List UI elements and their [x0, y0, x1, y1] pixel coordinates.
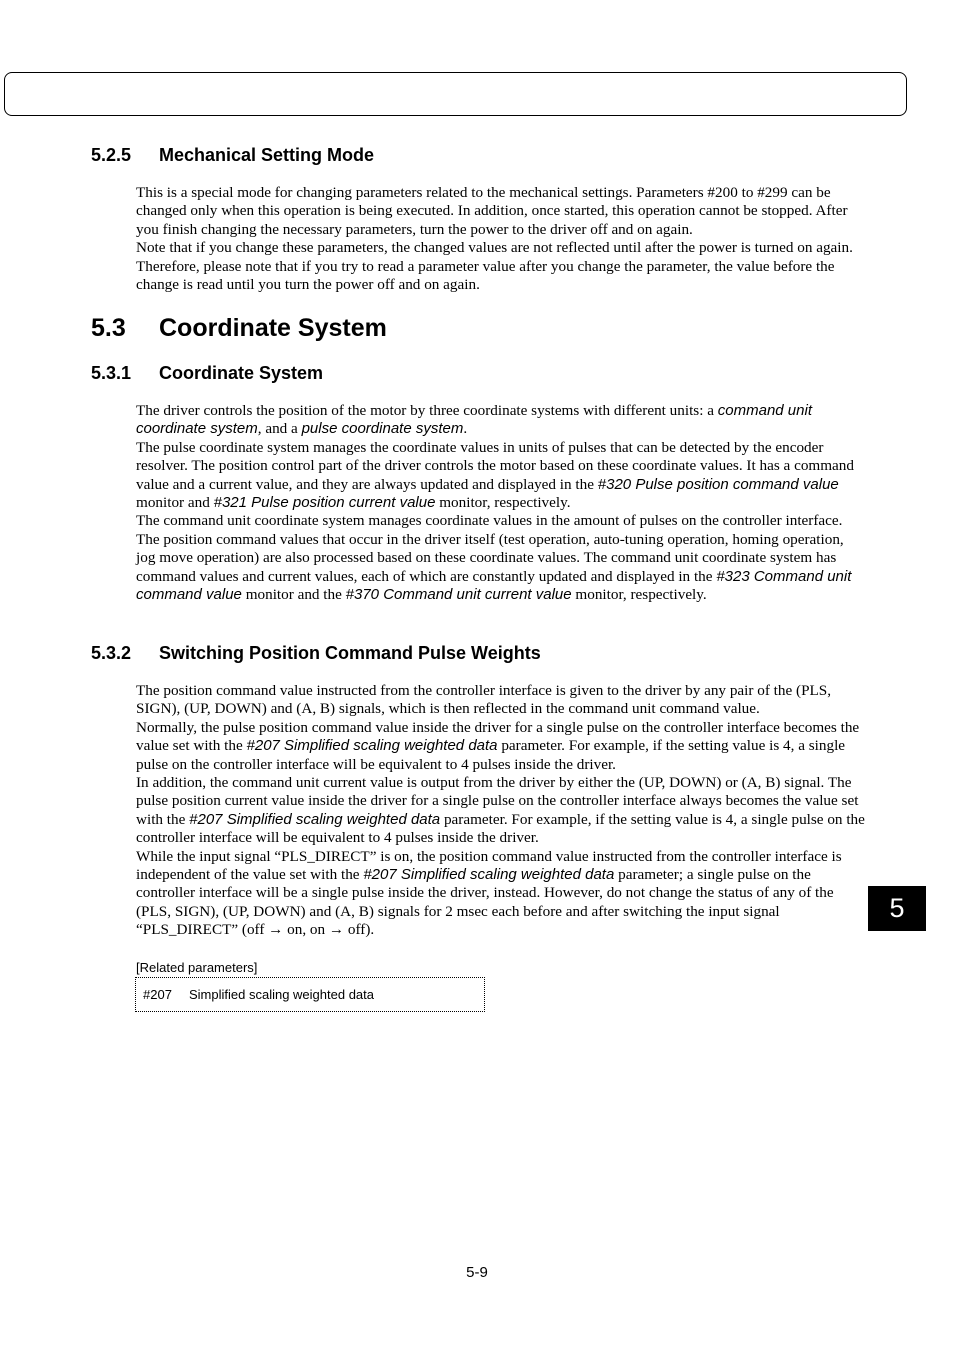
text-run: monitor, respectively. — [435, 494, 571, 512]
param-ref: #207 Simplified scaling weighted data — [363, 866, 615, 884]
param-ref: #320 Pulse position command value — [597, 475, 839, 493]
param-ref: #323 Command unit command value — [136, 567, 852, 604]
section-number: 5.3.1 — [91, 363, 132, 383]
text-run: , and a — [257, 420, 302, 438]
section-title: Switching Position Command Pulse Weights — [159, 643, 541, 663]
section-number: 5.3 — [91, 314, 126, 342]
section-title: Coordinate System — [159, 314, 387, 342]
chapter-tab: 5 — [868, 886, 926, 931]
section-title: Coordinate System — [159, 363, 324, 383]
paragraph: This is a special mode for changing parameters related to the mechanical settings. Parameters #200 to #299 can be changed only when this operation is being executed. In addition, once started, this operation cannot be stopped. After you finish changing the necessary parameters, turn the power to the driver off and on again. — [136, 184, 848, 238]
paragraph — [136, 402, 866, 439]
section-5-2-5-heading — [91, 144, 374, 166]
term-italic: pulse coordinate system — [301, 420, 464, 438]
page-number: 5-9 — [466, 1264, 488, 1281]
text-run: parameter. For example, if the setting value is 4, a single pulse on the controller interface will be equivalent to 4 pulses inside the driver. — [136, 737, 846, 773]
paragraph: The position command value instructed from the controller interface is given to the driver by any pair of the (PLS, SIGN), (UP, DOWN) and (A, B) signals, which is then reflected in the command unit command value. — [136, 682, 832, 718]
param-ref: #207 Simplified scaling weighted data — [246, 737, 498, 755]
related-parameters-label: [Related parameters] — [136, 960, 258, 975]
section-5-2-5-body — [136, 184, 866, 294]
text-run: In addition, the command unit current value is output from the driver by either the (UP, DOWN) or (A, B) signal. The pulse position current value inside the driver for a single pulse on the controller interface always becomes the value set with the — [136, 774, 859, 828]
text-run: The driver controls the position of the motor by three coordinate systems with different units: a — [136, 402, 718, 419]
paragraph: Note that if you change these parameters, the changed values are not reflected until after the power is turned on again. Therefore, please note that if you try to read a parameter value after you change the parameter, the value before the change is read until you turn the power off and on again. — [136, 239, 853, 294]
param-ref: #321 Pulse position current value — [213, 494, 436, 512]
paragraph — [136, 512, 866, 604]
paragraph — [136, 848, 866, 940]
text-run: The command unit coordinate system manages coordinate values in the amount of pulses on the controller interface. The position command values that occur in the driver itself (test operation, auto-tuning operation, homing operation, jog move operation) are also processed based on these coordinate values. The command unit coordinate system has command values and current values, each of which are constantly updated and displayed in the — [136, 512, 844, 585]
section-5-3-1-heading — [91, 362, 323, 384]
parameter-number: #207 — [143, 987, 172, 1002]
paragraph — [136, 719, 866, 774]
parameter-name: Simplified scaling weighted data — [189, 987, 374, 1002]
section-5-3-1-body — [136, 402, 866, 604]
text-run: parameter. For example, if the setting value is 4, a single pulse on the controller interface will be equivalent to 4 pulses inside the driver. — [136, 810, 865, 847]
text-run: While the input signal “PLS_DIRECT” is on, the position command value instructed from the controller interface is independent of the value set with the — [136, 847, 842, 884]
section-5-3-heading — [91, 313, 387, 343]
paragraph — [136, 774, 866, 848]
related-parameters-box — [135, 977, 485, 1012]
section-5-3-2-heading — [91, 642, 541, 664]
param-ref: #207 Simplified scaling weighted data — [189, 810, 441, 828]
header-frame — [4, 72, 907, 116]
param-ref: #370 Command unit current value — [345, 586, 572, 604]
text-run: . — [463, 420, 468, 438]
text-run: parameter; a single pulse on the controller interface will be a single pulse inside the driver, instead. However, do not change the status of any of the (PLS, SIGN), (UP, DOWN) and (A, B) signals for 2 msec each before and after switching the input signal “PLS_DIRECT” (off → on, on → off). — [136, 866, 834, 939]
text-run: The pulse coordinate system manages the coordinate values in units of pulses that can be detected by the encoder resolver. The position control part of the driver controls the motor based on these coordinate values. It has a command value and a current value, and they are always updated and displayed in the — [136, 438, 854, 493]
text-run: monitor, respectively. — [571, 586, 707, 604]
text-run: monitor and — [136, 494, 214, 512]
section-title: Mechanical Setting Mode — [159, 145, 375, 165]
term-italic: command unit coordinate system — [136, 402, 812, 438]
text-run: Normally, the pulse position command value inside the driver for a single pulse on the controller interface becomes the value set with the — [136, 718, 860, 755]
section-number: 5.3.2 — [91, 643, 132, 663]
text-run: monitor and the — [241, 586, 346, 604]
paragraph — [136, 439, 866, 513]
section-5-3-2-body — [136, 682, 866, 940]
section-number: 5.2.5 — [91, 145, 132, 165]
